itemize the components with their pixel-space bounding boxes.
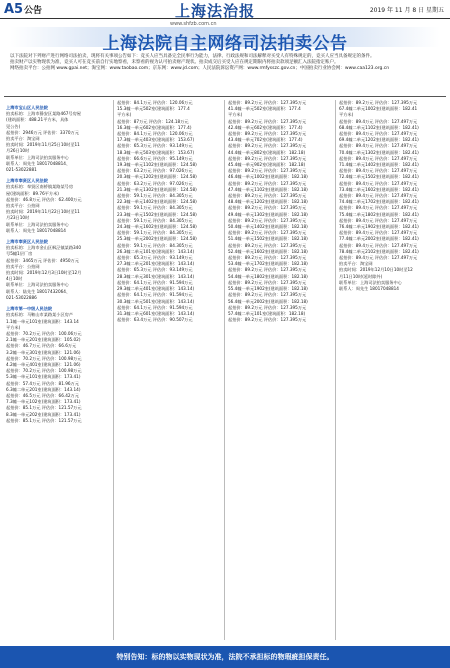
notice-line: 起拍价：46.8万元 评估价：62.400万元 — [6, 196, 82, 202]
notice-line: 联系单位：上海司法拍卖服务中心 — [339, 279, 402, 285]
issue-date: 2019 年 11 月 8 日 星期五 — [369, 7, 444, 14]
notice-line: 起拍价：89.2万元 评估价：127.395万元 — [228, 180, 307, 186]
notice-line: 71.4幢二单元1402室(建筑面积：182.41) — [339, 162, 419, 168]
notice-line: 号5幢1层厂房 — [6, 251, 33, 257]
notice-line: 72.4幢二单元1502室(建筑面积：182.41) — [339, 174, 419, 180]
notice-line: 起拍价：66.6万元 评估价：95.149万元 — [117, 155, 193, 161]
notice-line: 26.3幢二单元101室(建筑面积：143.14) — [117, 248, 195, 254]
notice-line: 起拍价：65.3万元 评估价：93.149万元 — [117, 143, 193, 149]
notice-line: 拍卖时间：2019年12月3日10时至12月 — [6, 270, 82, 276]
notice-line: 73.4幢二单元1602室(建筑面积：182.41) — [339, 186, 419, 192]
notice-line: 起拍价：89.2万元 评估价：127.395万元 — [228, 242, 307, 248]
notice-line: 起拍价：84.1万元 评估价：120.06万元 — [117, 131, 193, 137]
notice-line: 20.3幢一单元1202室(建筑面积：124.58) — [117, 174, 197, 180]
notice-line: 74.4幢二单元1702室(建筑面积：182.41) — [339, 199, 419, 205]
notice-line: 起拍价：65.3万元 评估价：93.149万元 — [117, 255, 193, 261]
notice-line: 起拍价：89.2万元 评估价：127.395万元 — [228, 255, 307, 261]
notice-line: (建筑面积：488.21平方米，具体 — [6, 117, 69, 123]
notice-line: 7.3幢一单元102室(建筑面积：173.41) — [6, 399, 81, 405]
notice-line: 4日10时 — [6, 276, 23, 282]
notice-line: 联系单位：上海司法拍卖服务中心 — [6, 221, 69, 227]
notice-line: 起拍价：89.4万元 评估价：127.497万元 — [339, 242, 418, 248]
notice-line: 平方米) — [6, 324, 21, 330]
notice-line: 51.4幢一单元1502室(建筑面积：182.18) — [228, 236, 308, 242]
notice-line: 44.4幢一单元802室(建筑面积：182.18) — [228, 149, 306, 155]
notice-line: 55.4幢一单元1902室(建筑面积：182.18) — [228, 286, 308, 292]
notice-line: 1.1幢一单元101室(建筑面积：143.14 — [6, 318, 79, 324]
notice-line: 联系人：周先生 18017048814 — [339, 286, 399, 292]
notice-line: 41.4幢一单元502室(建筑面积：177.4 — [228, 106, 301, 112]
notice-line: 24.3幢一单元1602室(建筑面积：124.58) — [117, 224, 197, 230]
notice-line: 起拍价：70.2万元 评估价：100.98万元 — [6, 368, 82, 374]
notice-column-1 — [6, 100, 110, 640]
notice-line: 起拍价：85.1万元 评估价：121.57万元 — [6, 405, 82, 411]
notice-line: 平方米) — [228, 112, 243, 118]
notice-line: 起拍价：89.4万元 评估价：127.497万元 — [339, 255, 418, 261]
notice-line: 起拍价：89.4万元 评估价：127.497万元 — [339, 230, 418, 236]
notice-line: 起拍价：63.4万元 评估价：90.507万元 — [117, 317, 193, 323]
notice-line: 起拍价：64.1万元 评估价：91.594万元 — [117, 279, 193, 285]
notice-line: 52.4幢一单元1602室(建筑面积：182.18) — [228, 248, 308, 254]
notice-line: 起拍价：70.2万元 评估价：100.06万元 — [6, 330, 82, 336]
notice-line: 起拍价：89.2万元 评估价：127.395万元 — [228, 143, 307, 149]
notice-line: 31.3幢二单元601室(建筑面积：143.14) — [117, 310, 195, 316]
notice-line: 起拍价：89.4万元 评估价：127.497万元 — [339, 168, 418, 174]
notice-line: 联系单位：上海司法拍卖服务中心 — [6, 154, 69, 160]
notice-line: 起拍价：59.1万元 评估价：84.305万元 — [117, 193, 193, 199]
notice-line: 50.4幢一单元1402室(建筑面积：182.18) — [228, 224, 308, 230]
notice-line: 起拍价：59.1万元 评估价：84.305万元 — [117, 242, 193, 248]
site-url: www.shfzb.com.cn — [170, 21, 217, 27]
notice-line: 起拍价：89.2万元 评估价：127.395万元 — [228, 317, 307, 323]
court-heading: 上海市宝山区人民法院 — [6, 105, 48, 110]
notice-line: 拍卖标的：上海市静安区某路467号房屋 — [6, 111, 81, 117]
notice-column-2 — [117, 100, 221, 640]
intro-text — [10, 54, 440, 72]
court-heading: 上海市第一中级人民法院 — [6, 306, 53, 312]
notice-line: 起拍价：89.2万元 评估价：127.395万元 — [228, 267, 307, 273]
notice-line: 56.4幢一单元2002室(建筑面积：182.18) — [228, 298, 308, 304]
notice-line: 起拍价：89.4万元 评估价：127.497万元 — [339, 193, 418, 199]
notice-line: 起拍价：46.5万元 评估价：66.42万元 — [6, 392, 79, 398]
notice-line: 起拍价：85.1万元 评估价：121.57万元 — [6, 417, 82, 423]
notice-line: 17.3幢一单元403室(建筑面积：153.67) — [117, 137, 195, 143]
notice-line: 5.3幢一单元101室(建筑面积：173.41) — [6, 374, 81, 380]
notice-line: 起拍价：89.2万元 评估价：127.395万元 — [228, 100, 307, 105]
notice-line: 70.4幢二单元1302室(建筑面积：182.41) — [339, 149, 419, 155]
notice-line: 77.4幢二单元2002室(建筑面积：182.41) — [339, 236, 419, 242]
notice-line: 起拍价：64.1万元 评估价：91.594万元 — [117, 292, 193, 298]
notice-line: 起拍价：89.2万元 评估价：127.395万元 — [228, 292, 307, 298]
intro-paragraph: 以下法院对下列财产进行网络司法拍卖，现将有关事项公告如下：竞买人应当具备完全民事行为能力，法律、行政法规和司法解释对买受人有特殊规定的，竞买人应当具备规定的条件。 — [10, 54, 375, 59]
column-divider — [335, 100, 336, 640]
notice-line: 25.3幢一单元2002室(建筑面积：124.58) — [117, 236, 197, 242]
notice-line: 起拍价：89.2万元 评估价：127.395万元 — [228, 193, 307, 199]
notice-line: 拍卖平台：淘宝网 — [339, 261, 373, 267]
notice-line: 78.4幢二单元2102室(建筑面积：182.41) — [339, 248, 419, 254]
page-header — [0, 0, 450, 19]
footer-banner — [0, 646, 450, 668]
notice-line: 28.3幢二单元301室(建筑面积：143.14) — [117, 273, 195, 279]
notice-line: 起拍价：64.1万元 评估价：91.594万元 — [117, 304, 193, 310]
notice-line: 6.3幢二单元201室(建筑面积：143.14) — [6, 386, 81, 392]
notice-line: 屋(建筑面积：89.76平方米) — [6, 190, 59, 196]
notice-line: 18.3幢一单元503室(建筑面积：153.67) — [117, 149, 195, 155]
intro-paragraph: 网络拍卖平台：公拍网 www.gpai.net；淘宝网：www.taobao.com；京东网：www.jd.com；人民法院诉讼资产网：www.rmfysszc.gov.cn；中国拍卖行业协会网：www.caa123.org.cn — [10, 66, 390, 71]
notice-line: 21.3幢一单元1302室(建筑面积：124.58) — [117, 186, 197, 192]
column-divider — [113, 100, 114, 640]
notice-line: 47.4幢一单元1102室(建筑面积：182.18) — [228, 186, 308, 192]
notice-line: 起拍价：89.2万元 评估价：127.395万元 — [228, 131, 307, 137]
notice-line: 起拍价：89.4万元 评估价：127.497万元 — [339, 131, 418, 137]
notice-line: 67.4幢二单元1002室(建筑面积：182.41 — [339, 106, 418, 112]
notice-line: 起拍价：89.2万元 评估价：127.395万元 — [228, 155, 307, 161]
notice-line: 起拍价：89.2万元 评估价：127.395万元 — [228, 217, 307, 223]
notice-line: 起拍价：63.2万元 评估价：97.026万元 — [117, 180, 193, 186]
court-heading: 上海市奉贤区人民法院 — [6, 239, 48, 245]
notice-line: 69.4幢二单元1202室(建筑面积：182.41) — [339, 137, 419, 143]
notice-line: 起拍价：89.4万元 评估价：127.497万元 — [339, 180, 418, 186]
notice-line: 4.2幢一单元401室(建筑面积：121.06) — [6, 361, 81, 367]
notice-line: 76.4幢二单元1902室(建筑面积：182.41) — [339, 224, 419, 230]
notice-line: 起拍价：89.2万元 评估价：127.395万元 — [228, 118, 307, 124]
notice-line: 48.4幢一单元1202室(建筑面积：182.18) — [228, 199, 308, 205]
intro-paragraph: 拍卖财产以实物现状为准，竞买人可在竞买前自行实地察看，未察看的视为认可拍卖财产现状。拍卖成交后买受人应在规定期限内将拍卖款项足额汇入法院指定账户。 — [10, 60, 339, 65]
notice-line: 拍卖平台：公拍网 — [6, 203, 40, 209]
notice-line: 月26日10时 — [6, 148, 30, 154]
notice-line: 30.3幢二单元501室(建筑面积：143.14) — [117, 298, 195, 304]
court-heading: 上海市奉贤区人民法院 — [6, 178, 48, 184]
notice-line: 拍卖标的：马鞍山市某路某小区房产 — [6, 312, 74, 318]
notice-line: 起拍价：63.2万元 评估价：97.026万元 — [117, 168, 193, 174]
notice-line: 75.4幢二单元1802室(建筑面积：182.41) — [339, 211, 419, 217]
notice-line: 53.4幢一单元1702室(建筑面积：182.18) — [228, 261, 308, 267]
notice-line: 联系人：陆先生 18017432064、 — [6, 288, 71, 294]
notice-line: 见公告) — [6, 123, 21, 129]
notice-line: 起拍价：3465万元 评估价：4950万元 — [6, 257, 79, 263]
masthead-logo: 上海法治报 — [175, 2, 256, 20]
notice-line: 46.4幢一单元1002室(建筑面积：182.18) — [228, 174, 308, 180]
notice-line: 起拍价：46.7万元 评估价：66.6万元 — [6, 343, 77, 349]
notice-line: 27.3幢二单元201室(建筑面积：143.14) — [117, 261, 195, 267]
notice-line: 月23日10时 — [6, 215, 30, 221]
notice-line: 平方米) — [339, 112, 354, 118]
notice-line: 起拍价：65.3万元 评估价：93.149万元 — [117, 267, 193, 273]
notice-line: 拍卖时间：2019年11月25日10时至11 — [6, 142, 80, 148]
notice-line: 3.2幢一单元301室(建筑面积：121.06) — [6, 349, 81, 355]
notice-line: 49.4幢一单元1302室(建筑面积：182.18) — [228, 211, 308, 217]
notice-line: 起拍价：57.4万元 评估价：81.96万元 — [6, 380, 79, 386]
notice-line: 月11日10时(延时除外) — [339, 273, 383, 279]
notice-line: 拍卖时间：2019年12月10日10时至12 — [339, 267, 413, 273]
notice-line: 42.4幢一单元602室(建筑面积：177.4) — [228, 124, 303, 130]
notice-line: 拍卖平台：淘宝网 — [6, 136, 40, 142]
divider — [4, 96, 446, 97]
column-divider — [224, 100, 225, 640]
notice-line: 起拍价：89.4万元 评估价：127.497万元 — [339, 155, 418, 161]
notice-line: 29.3幢二单元401室(建筑面积：143.14) — [117, 286, 195, 292]
notice-line: 起拍价：89.2万元 评估价：127.395万元 — [228, 304, 307, 310]
notice-line: 22.3幢一单元1402室(建筑面积：124.58) — [117, 199, 197, 205]
notice-line: 联系单位：上海司法拍卖服务中心 — [6, 282, 69, 288]
page-number: A5 — [4, 2, 24, 17]
notice-line: 起拍价：59.1万元 评估价：84.305万元 — [117, 217, 193, 223]
notice-line: 起拍价：59.1万元 评估价：84.305万元 — [117, 230, 193, 236]
notice-line: 拍卖标的：上海市金山区枫泾镇某路340 — [6, 245, 81, 251]
page-title: 上海法院自主网络司法拍卖公告 — [102, 34, 348, 54]
notice-line: 起拍价：89.2万元 评估价：127.395万元 — [228, 230, 307, 236]
notice-line: 起拍价：89.2万元 评估价：127.395万元 — [228, 168, 307, 174]
notice-line: 43.4幢一单元702室(建筑面积：177.4) — [228, 137, 303, 143]
notice-line: 起拍价：70.2万元 评估价：100.98万元 — [6, 355, 82, 361]
notice-line: 起拍价：84.1万元 评估价：120.06万元 — [117, 100, 193, 105]
notice-line: 起拍价：89.2万元 评估价：127.395万元 — [228, 279, 307, 285]
notice-line: 拍卖平台：公拍网 — [6, 263, 40, 269]
notice-line: 2.1幢一单元201室(建筑面积：105.02) — [6, 337, 81, 343]
notice-line: 起拍价：89.4万元 评估价：127.497万元 — [339, 118, 418, 124]
notice-line: 拍卖时间：2019年11月22日10时至11 — [6, 209, 80, 215]
notice-line: 021-53022881 — [6, 167, 37, 173]
notice-line: 起拍价：2946万元 评估价：3370万元 — [6, 129, 79, 135]
notice-column-3 — [228, 100, 332, 640]
notice-line: 021-53022886 — [6, 294, 37, 300]
notice-line: 起拍价：87万元 评估价：124.18万元 — [117, 118, 189, 124]
notice-line: 45.4幢一单元902室(建筑面积：182.18) — [228, 162, 306, 168]
notice-line: 8.3幢一单元202室(建筑面积：173.41) — [6, 411, 81, 417]
notice-line: 起拍价：89.4万元 评估价：127.497万元 — [339, 205, 418, 211]
notice-line: 起拍价：59.1万元 评估价：84.305万元 — [117, 205, 193, 211]
notice-line: 起拍价：89.4万元 评估价：127.497万元 — [339, 143, 418, 149]
notice-line: 起拍价：89.2万元 评估价：127.395万元 — [228, 205, 307, 211]
notice-line: 起拍价：89.4万元 评估价：127.497万元 — [339, 217, 418, 223]
notice-line: 15.3幢一单元502室(建筑面积：177.4 — [117, 106, 190, 112]
notice-line: 联系人：周先生 18017048814、 — [6, 160, 71, 166]
notice-column-4 — [339, 100, 445, 640]
notice-line: 54.4幢一单元1802室(建筑面积：182.18) — [228, 273, 308, 279]
footer-notice: 特别告知：标的物以实物现状为准，法院不承担标的物瑕疵担保责任。 — [116, 653, 334, 661]
notice-line: 16.3幢一单元602室(建筑面积：177.4) — [117, 124, 192, 130]
notice-line: 68.4幢二单元1102室(建筑面积：182.41) — [339, 124, 419, 130]
notice-line: 19.3幢一单元1102室(建筑面积：124.58) — [117, 162, 197, 168]
notice-line: 拍卖标的：奉贤区南桥镇某路某号房 — [6, 184, 74, 190]
notice-line: 平方米) — [117, 112, 132, 118]
notice-line: 联系人：周先生 18017048814 — [6, 227, 66, 233]
notice-line: 57.4幢二单元101室(建筑面积：182.18) — [228, 310, 306, 316]
notice-line: 23.3幢一单元1502室(建筑面积：124.58) — [117, 211, 197, 217]
section-label: 公告 — [24, 6, 43, 16]
notice-line: 起拍价：89.2万元 评估价：127.395万元 — [339, 100, 418, 105]
